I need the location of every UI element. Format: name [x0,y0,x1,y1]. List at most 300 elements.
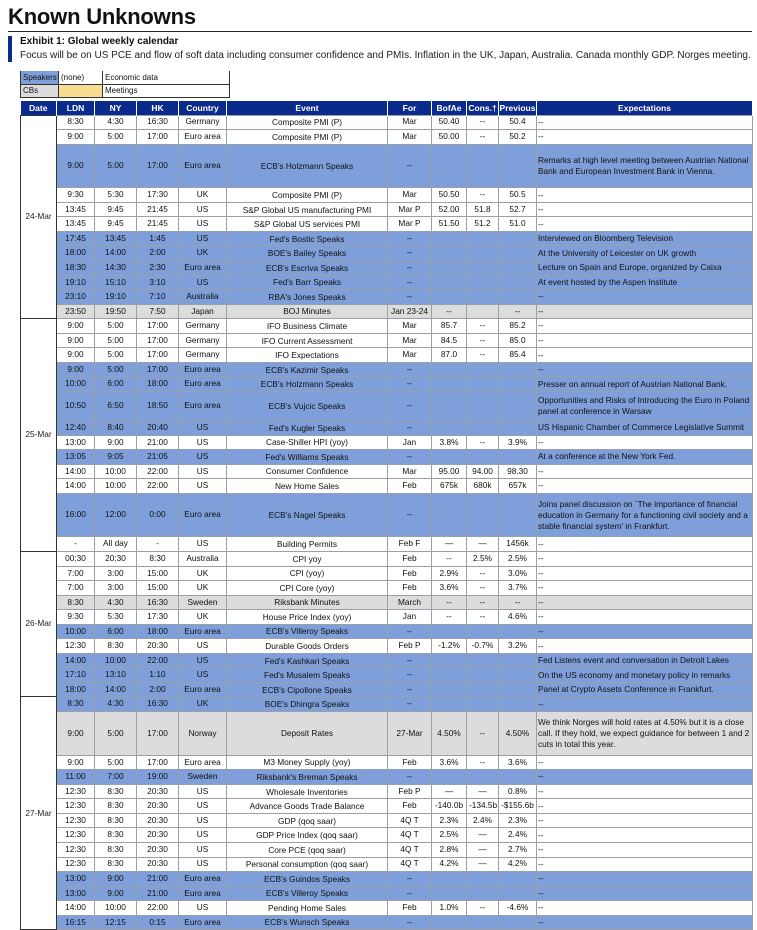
ny-time-cell: 13:45 [95,231,137,246]
for-period-cell: Feb P [388,639,432,654]
ny-time-cell: 3:00 [95,566,137,581]
for-period-cell: Feb [388,581,432,596]
column-header: HK [137,101,179,115]
exhibit-subtitle: Focus will be on US PCE and flow of soft data including consumer confidence and PMIs. Inflation in the UK, Japan, Australia. Canada monthly GDP. Norges meeting. [20,50,751,61]
bofae-cell [432,362,467,377]
bofae-cell: 2.3% [432,813,467,828]
legend-econ-swatch [103,71,230,84]
country-cell: US [179,799,227,814]
for-period-cell: -- [388,682,432,697]
ldn-time-cell: 17:10 [57,668,95,683]
country-cell: Sweden [179,770,227,785]
ldn-time-cell: 14:00 [57,464,95,479]
column-header: Cons.† [467,101,499,115]
event-cell: ECB's Kazimir Speaks [227,362,388,377]
bofae-cell [432,668,467,683]
hk-time-cell: 0:00 [137,493,179,537]
country-cell: Euro area [179,915,227,930]
ldn-time-cell: 16:15 [57,915,95,930]
country-cell: Norway [179,712,227,756]
consensus-cell [467,275,499,290]
consensus-cell [467,872,499,887]
legend-cbs: CBs [23,86,39,95]
table-row [21,275,753,290]
hk-time-cell: 21:00 [137,886,179,901]
country-cell: Euro area [179,886,227,901]
legend-econ: Economic data [105,72,158,82]
date-cell: 24-Mar [21,115,57,319]
previous-cell: -4.6% [499,901,537,916]
ldn-time-cell: 10:00 [57,624,95,639]
event-cell: ECB's Villeroy Speaks [227,624,388,639]
consensus-cell [467,362,499,377]
ldn-time-cell: 12:30 [57,842,95,857]
consensus-cell [467,261,499,276]
ny-time-cell: 3:00 [95,581,137,596]
date-cell: 25-Mar [21,319,57,552]
previous-cell [499,682,537,697]
ny-time-cell: 5:00 [95,319,137,334]
hk-time-cell: 18:00 [137,377,179,392]
bofae-cell: -140.0b [432,799,467,814]
for-period-cell: -- [388,886,432,901]
ldn-time-cell: 18:00 [57,682,95,697]
expectations-cell: -- [537,464,753,479]
expectations-cell: -- [537,857,753,872]
country-cell: US [179,857,227,872]
for-period-cell: -- [388,391,432,420]
ny-time-cell: 5:00 [95,712,137,756]
ldn-time-cell: 9:00 [57,712,95,756]
expectations-cell: -- [537,915,753,930]
bofae-cell [432,682,467,697]
hk-time-cell: 1:45 [137,231,179,246]
ny-time-cell: 9:05 [95,450,137,465]
consensus-cell [467,231,499,246]
event-cell: Personal consumption (qoq saar) [227,857,388,872]
expectations-cell: -- [537,828,753,843]
ny-time-cell: 20:30 [95,551,137,566]
legend-meetings: Meetings [105,86,138,95]
previous-cell [499,421,537,436]
country-cell: Euro area [179,872,227,887]
ny-time-cell: 13:10 [95,668,137,683]
hk-time-cell: 20:40 [137,421,179,436]
consensus-cell [467,144,499,188]
event-cell: Fed's Bostic Speaks [227,231,388,246]
event-cell: RBA's Jones Speaks [227,290,388,305]
previous-cell: 2.7% [499,842,537,857]
expectations-cell: -- [537,551,753,566]
hk-time-cell: 17:00 [137,319,179,334]
bofae-cell [432,391,467,420]
hk-time-cell: 16:30 [137,115,179,130]
legend-cbs-swatch [21,84,59,97]
table-row [21,595,753,610]
table-row [21,115,753,130]
event-cell: Building Permits [227,537,388,552]
expectations-cell: Joins panel discussion on `The importance of financial education in Germany for a functioning civil society and a stable financial system' in Frankfurt. [537,493,753,537]
consensus-cell [467,770,499,785]
ny-time-cell: 14:30 [95,261,137,276]
ldn-time-cell: 8:30 [57,697,95,712]
previous-cell: 3.7% [499,581,537,596]
table-row [21,144,753,188]
bofae-cell [432,915,467,930]
ny-time-cell: 6:00 [95,624,137,639]
bofae-cell: 675k [432,479,467,494]
ny-time-cell: 5:30 [95,610,137,625]
consensus-cell: -- [467,581,499,596]
country-cell: Germany [179,333,227,348]
for-period-cell: Feb [388,901,432,916]
table-row [21,770,753,785]
for-period-cell: -- [388,624,432,639]
ldn-time-cell: 12:30 [57,799,95,814]
color-legend [20,71,230,98]
hk-time-cell: 20:30 [137,799,179,814]
table-row [21,304,753,319]
bofae-cell: 4.2% [432,857,467,872]
country-cell: Euro area [179,130,227,145]
ny-time-cell: 8:30 [95,784,137,799]
country-cell: US [179,479,227,494]
table-row [21,697,753,712]
hk-time-cell: 21:00 [137,435,179,450]
ny-time-cell: 5:00 [95,144,137,188]
event-cell: Fed's Kashkari Speaks [227,653,388,668]
table-row [21,493,753,537]
ny-time-cell: 9:00 [95,886,137,901]
expectations-cell: Remarks at high level meeting between Austrian National Bank and European Investment Bank in Vienna. [537,144,753,188]
for-period-cell: Mar [388,348,432,363]
event-cell: Fed's Williams Speaks [227,450,388,465]
ldn-time-cell: 23:50 [57,304,95,319]
event-cell: Composite PMI (P) [227,188,388,203]
bofae-cell: 2.9% [432,566,467,581]
expectations-cell: -- [537,581,753,596]
ny-time-cell: 10:00 [95,479,137,494]
event-cell: Consumer Confidence [227,464,388,479]
ny-time-cell: 14:00 [95,246,137,261]
bofae-cell: -- [432,595,467,610]
table-row [21,319,753,334]
country-cell: UK [179,581,227,596]
bofae-cell: 84.5 [432,333,467,348]
hk-time-cell: 16:30 [137,595,179,610]
for-period-cell: -- [388,915,432,930]
bofae-cell [432,450,467,465]
legend-meetings-cell [103,84,230,97]
event-cell: IFO Business Climate [227,319,388,334]
expectations-cell: -- [537,872,753,887]
previous-cell: 50.4 [499,115,537,130]
ldn-time-cell: 12:30 [57,639,95,654]
ldn-time-cell: 13:00 [57,886,95,901]
ldn-time-cell: 19:10 [57,275,95,290]
table-row [21,377,753,392]
event-cell: Fed's Musalem Speaks [227,668,388,683]
bofae-cell: 2.8% [432,842,467,857]
previous-cell [499,886,537,901]
bofae-cell: 4.50% [432,712,467,756]
previous-cell [499,144,537,188]
previous-cell: 98.30 [499,464,537,479]
table-row [21,857,753,872]
consensus-cell [467,290,499,305]
event-cell: S&P Global US services PMI [227,217,388,232]
country-cell: US [179,231,227,246]
expectations-cell: -- [537,813,753,828]
consensus-cell [467,915,499,930]
consensus-cell: -- [467,130,499,145]
bofae-cell: -- [432,304,467,319]
hk-time-cell: 2:00 [137,246,179,261]
table-row [21,290,753,305]
hk-time-cell: 17:30 [137,188,179,203]
for-period-cell: Jan [388,610,432,625]
consensus-cell: 2.5% [467,551,499,566]
previous-cell: 3.2% [499,639,537,654]
bofae-cell [432,231,467,246]
ldn-time-cell: 9:00 [57,144,95,188]
country-cell: Euro area [179,261,227,276]
consensus-cell [467,653,499,668]
event-cell: Fed's Kugler Speaks [227,421,388,436]
hk-time-cell: 21:05 [137,450,179,465]
previous-cell [499,624,537,639]
consensus-cell [467,377,499,392]
consensus-cell: — [467,857,499,872]
bofae-cell [432,290,467,305]
event-cell: Riksbank Minutes [227,595,388,610]
column-header: BofAe [432,101,467,115]
previous-cell: -- [499,595,537,610]
expectations-cell: -- [537,188,753,203]
event-cell: ECB's Wunsch Speaks [227,915,388,930]
for-period-cell: Jan 23-24 [388,304,432,319]
expectations-cell: -- [537,362,753,377]
event-cell: S&P Global US manufacturing PMI [227,202,388,217]
consensus-cell: -- [467,595,499,610]
bofae-cell: 3.8% [432,435,467,450]
consensus-cell [467,421,499,436]
hk-time-cell: 16:30 [137,697,179,712]
ny-time-cell: 8:30 [95,828,137,843]
consensus-cell: -- [467,188,499,203]
ny-time-cell: 8:30 [95,842,137,857]
column-header: Date [21,101,57,115]
event-cell: CPI Core (yoy) [227,581,388,596]
ny-time-cell: 6:50 [95,391,137,420]
column-header: For [388,101,432,115]
column-header: Event [227,101,388,115]
expectations-cell: At the University of Leicester on UK growth [537,246,753,261]
for-period-cell: -- [388,275,432,290]
ny-time-cell: 10:00 [95,464,137,479]
event-cell: Wholesale Inventories [227,784,388,799]
consensus-cell: -- [467,755,499,770]
country-cell: Euro area [179,377,227,392]
ldn-time-cell: 9:00 [57,333,95,348]
ny-time-cell: 9:45 [95,217,137,232]
hk-time-cell: 15:00 [137,581,179,596]
previous-cell: 4.50% [499,712,537,756]
event-cell: Fed's Barr Speaks [227,275,388,290]
for-period-cell: Feb P [388,784,432,799]
hk-time-cell: 21:45 [137,217,179,232]
previous-cell [499,770,537,785]
bofae-cell [432,421,467,436]
ny-time-cell: 8:40 [95,421,137,436]
event-cell: Pending Home Sales [227,901,388,916]
bofae-cell [432,261,467,276]
for-period-cell: March [388,595,432,610]
ldn-time-cell: 12:30 [57,828,95,843]
for-period-cell: -- [388,697,432,712]
event-cell: BOJ Minutes [227,304,388,319]
consensus-cell: 51.8 [467,202,499,217]
country-cell: US [179,842,227,857]
hk-time-cell: 7:10 [137,290,179,305]
bofae-cell [432,697,467,712]
hk-time-cell: 15:00 [137,566,179,581]
ldn-time-cell: 14:00 [57,901,95,916]
previous-cell [499,275,537,290]
table-row [21,915,753,930]
country-cell: Australia [179,290,227,305]
consensus-cell: 2.4% [467,813,499,828]
table-row [21,348,753,363]
previous-cell: 2.3% [499,813,537,828]
for-period-cell: -- [388,377,432,392]
column-header: Country [179,101,227,115]
ldn-time-cell: 16:00 [57,493,95,537]
ldn-time-cell: 18:00 [57,246,95,261]
ny-time-cell: 5:00 [95,130,137,145]
country-cell: Germany [179,348,227,363]
ldn-time-cell: 9:00 [57,362,95,377]
for-period-cell: Feb [388,551,432,566]
previous-cell [499,915,537,930]
ldn-time-cell: 9:00 [57,130,95,145]
ldn-time-cell: 8:30 [57,115,95,130]
hk-time-cell: 20:30 [137,828,179,843]
table-row [21,799,753,814]
expectations-cell: -- [537,304,753,319]
ny-time-cell: 8:30 [95,639,137,654]
ldn-time-cell: 10:00 [57,377,95,392]
expectations-cell: -- [537,639,753,654]
previous-cell: 2.5% [499,551,537,566]
country-cell: UK [179,697,227,712]
expectations-cell: -- [537,130,753,145]
consensus-cell: — [467,784,499,799]
table-row [21,639,753,654]
ldn-time-cell: 8:30 [57,595,95,610]
hk-time-cell: 20:30 [137,784,179,799]
table-row [21,872,753,887]
country-cell: Euro area [179,493,227,537]
hk-time-cell: 1:10 [137,668,179,683]
bofae-cell: 50.00 [432,130,467,145]
for-period-cell: -- [388,362,432,377]
ny-time-cell: 8:30 [95,799,137,814]
country-cell: US [179,828,227,843]
bofae-cell [432,624,467,639]
date-cell: 26-Mar [21,551,57,696]
for-period-cell: -- [388,493,432,537]
ny-time-cell: 8:30 [95,813,137,828]
ldn-time-cell: 00:30 [57,551,95,566]
for-period-cell: Feb [388,566,432,581]
table-row [21,231,753,246]
expectations-cell: Panel at Crypto Assets Conference in Frankfurt. [537,682,753,697]
ny-time-cell: 8:30 [95,857,137,872]
bofae-cell [432,653,467,668]
hk-time-cell: 17:00 [137,130,179,145]
legend-none: (none) [61,72,85,82]
weekly-calendar-table [20,101,753,930]
table-row [21,202,753,217]
hk-time-cell: 2:00 [137,682,179,697]
previous-cell [499,246,537,261]
country-cell: US [179,813,227,828]
for-period-cell: 4Q T [388,842,432,857]
previous-cell: -- [499,304,537,319]
ny-time-cell: 5:00 [95,755,137,770]
table-row [21,333,753,348]
country-cell: US [179,217,227,232]
event-cell: BOE's Dhingra Speaks [227,697,388,712]
for-period-cell: Feb [388,479,432,494]
country-cell: Euro area [179,624,227,639]
ldn-time-cell: 17:45 [57,231,95,246]
expectations-cell: On the US economy and monetary policy in remarks [537,668,753,683]
for-period-cell: Mar P [388,202,432,217]
previous-cell: 85.2 [499,319,537,334]
hk-time-cell: 7:50 [137,304,179,319]
expectations-cell: We think Norges will hold rates at 4.50% but it is a close call. If they hold, we expect guidance for between 1 and 2 cuts in total this year. [537,712,753,756]
expectations-cell: -- [537,610,753,625]
date-cell: 27-Mar [21,697,57,930]
expectations-cell: At event hosted by the Aspen Institute [537,275,753,290]
hk-time-cell: 18:50 [137,391,179,420]
ny-time-cell: 9:45 [95,202,137,217]
table-row [21,188,753,203]
for-period-cell: -- [388,668,432,683]
country-cell: UK [179,188,227,203]
hk-time-cell: 17:00 [137,348,179,363]
consensus-cell: — [467,828,499,843]
bofae-cell: -- [432,551,467,566]
for-period-cell: Mar [388,115,432,130]
consensus-cell [467,246,499,261]
table-row [21,435,753,450]
table-row [21,217,753,232]
ldn-time-cell: 9:00 [57,319,95,334]
previous-cell [499,653,537,668]
ldn-time-cell: 9:00 [57,755,95,770]
bofae-cell: 50.40 [432,115,467,130]
bofae-cell: 95.00 [432,464,467,479]
event-cell: ECB's Vujcic Speaks [227,391,388,420]
event-cell: Composite PMI (P) [227,115,388,130]
exhibit-accent-bar [8,36,12,62]
ldn-time-cell: 13:05 [57,450,95,465]
ny-time-cell: 5:00 [95,362,137,377]
table-row [21,537,753,552]
